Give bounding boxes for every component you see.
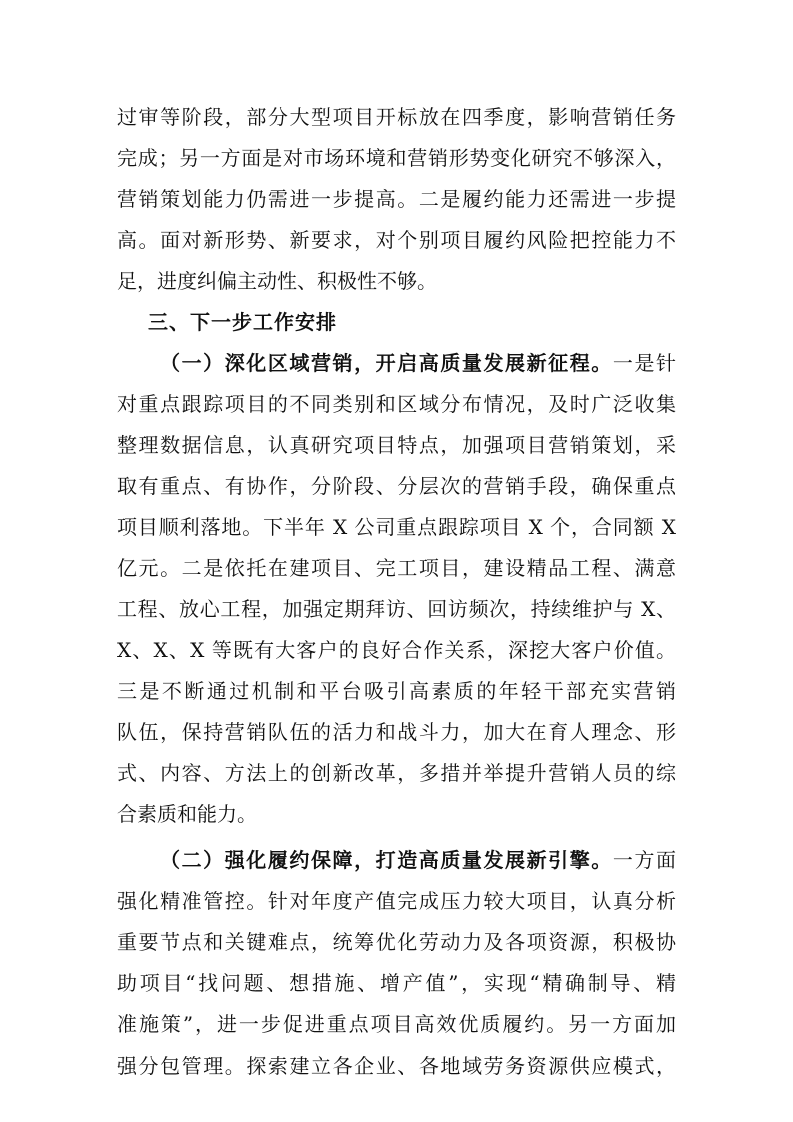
text-line: 对重点跟踪项目的不同类别和区域分布情况，及时广泛收集 xyxy=(117,392,676,416)
text-segment: 一是针 xyxy=(612,351,677,375)
text-line: 队伍，保持营销队伍的活力和战斗力，加大在育人理念、形 xyxy=(117,720,676,744)
paragraph-title: （一）深化区域营销，开启高质量发展新征程。 xyxy=(160,351,613,375)
text-line: 过审等阶段，部分大型项目开标放在四季度，影响营销任务 xyxy=(117,105,676,129)
text-line: 重要节点和关键难点，统筹优化劳动力及各项资源，积极协 xyxy=(117,930,676,954)
text-line: 完成；另一方面是对市场环境和营销形势变化研究不够深入， xyxy=(117,146,676,170)
text-line: 项目顺利落地。下半年 X 公司重点跟踪项目 X 个，合同额 X xyxy=(117,515,676,539)
text-line: 强化精准管控。针对年度产值完成压力较大项目，认真分析 xyxy=(117,889,676,913)
text-line: 足，进度纠偏主动性、积极性不够。 xyxy=(117,269,437,293)
text-line: 取有重点、有协作，分阶段、分层次的营销手段，确保重点 xyxy=(117,474,676,498)
text-line: 强分包管理。探索建立各企业、各地域劳务资源供应模式， xyxy=(117,1054,676,1078)
text-line: X、X、X 等既有大客户的良好合作关系，深挖大客户价值。 xyxy=(117,638,676,662)
text-line: 高。面对新形势、新要求，对个别项目履约风险把控能力不 xyxy=(117,228,676,252)
text-line: 营销策划能力仍需进一步提高。二是履约能力还需进一步提 xyxy=(117,187,676,211)
text-line: 合素质和能力。 xyxy=(117,802,257,826)
paragraph-title: （二）强化履约保障，打造高质量发展新引擎。 xyxy=(160,848,613,872)
text-line: 式、内容、方法上的创新改革，多措并举提升营销人员的综 xyxy=(117,761,676,785)
text-line: 助项目“找问题、想措施、增产值”，实现“精确制导、精 xyxy=(117,971,676,995)
text-segment: 一方面 xyxy=(612,848,677,872)
text-line: 整理数据信息，认真研究项目特点，加强项目营销策划，采 xyxy=(117,433,676,457)
section-heading: 三、下一步工作安排 xyxy=(148,310,337,334)
paragraph-lead-line xyxy=(160,845,676,875)
text-line: 亿元。二是依托在建项目、完工项目，建设精品工程、满意 xyxy=(117,556,676,580)
text-line: 三是不断通过机制和平台吸引高素质的年轻干部充实营销 xyxy=(117,679,676,703)
paragraph-lead-line xyxy=(160,348,676,378)
text-line: 准施策”，进一步促进重点项目高效优质履约。另一方面加 xyxy=(117,1012,676,1036)
text-line: 工程、放心工程，加强定期拜访、回访频次，持续维护与 X、 xyxy=(117,597,676,621)
